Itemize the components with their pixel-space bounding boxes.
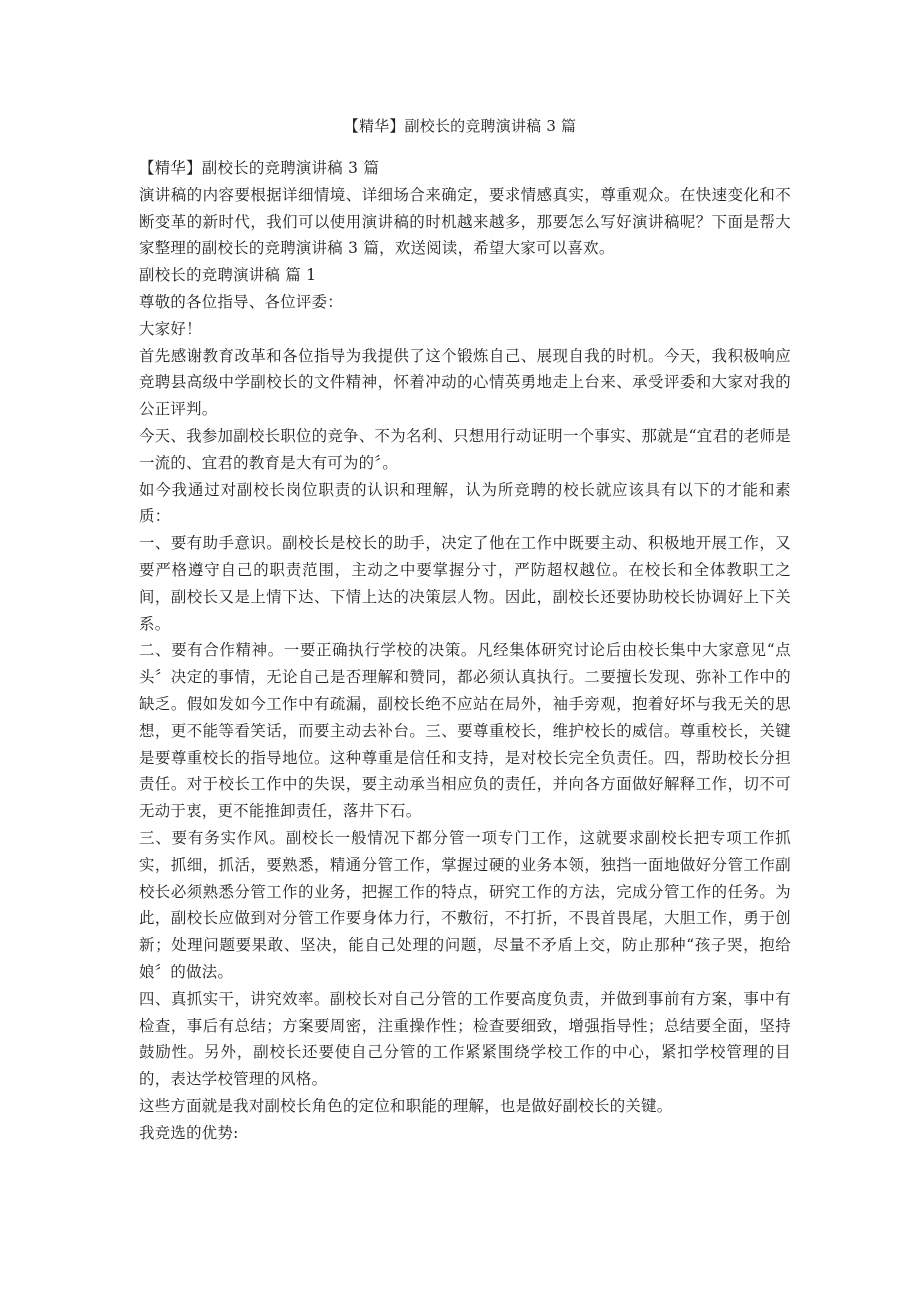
paragraph: 二、要有合作精神。一要正确执行学校的决策。凡经集体研究讨论后由校长集中大家意见“点头〞决定的事情，无论自己是否理解和赞同，都必须认真执行。二要擅长发现、弥补工作中的缺乏。假如发如今工作中有疏漏，副校长绝不应站在局外，袖手旁观，抱着好坏与我无关的思想，更不能等看笑话，而要主动去补台。三、要尊重校长，维护校长的威信。尊重校长，关键是要尊重校长的指导地位。这种尊重是信任和支持，是对校长完全负责任。四，帮助校长分担责任。对于校长工作中的失误，要主动承当相应负的责任，并向各方面做好解释工作，切不可无动于衷，更不能推卸责任，落井下石。 — [139, 641, 791, 821]
paragraph: 这些方面就是我对副校长角色的定位和职能的理解，也是做好副校长的关键。 — [139, 1096, 673, 1115]
paragraph: 三、要有务实作风。副校长一般情况下都分管一项专门工作，这就要求副校长把专项工作抓实，抓细，抓活，要熟悉，精通分管工作，掌握过硬的业务本领，独挡一面地做好分管工作副校长必须熟悉分管工作的业务，把握工作的特点，研究工作的方法，完成分管工作的任务。为此，副校长应做到对分管工作要身体力行，不敷衍，不打折，不畏首畏尾，大胆工作，勇于创新；处理问题要果敢、坚决，能自己处理的问题，尽量不矛盾上交，防止那种“孩子哭，抱给娘〞的做法。 — [139, 828, 791, 981]
salutation: 尊敬的各位指导、各位评委： — [139, 292, 343, 311]
document-title: 【精华】副校长的竞聘演讲稿 3 篇 — [343, 117, 577, 135]
paragraph: 首先感谢教育改革和各位指导为我提供了这个锻炼自己、展现自我的时机。今天，我积极响应竞聘县高级中学副校长的文件精神，怀着冲动的心情英勇地走上台来、承受评委和大家对我的公正评判。 — [139, 346, 791, 419]
document-body — [139, 155, 791, 1146]
paragraph: 如今我通过对副校长岗位职责的认识和理解，认为所竞聘的校长就应该具有以下的才能和素质： — [139, 480, 791, 526]
paragraph: 今天、我参加副校长职位的竞争、不为名利、只想用行动证明一个事实、那就是“宜君的老师是一流的、宜君的教育是大有可为的〞。 — [139, 426, 791, 472]
greeting: 大家好！ — [139, 319, 202, 338]
paragraph: 一、要有助手意识。副校长是校长的助手，决定了他在工作中既要主动、积极地开展工作，又要严格遵守自己的职责范围，主动之中要掌握分寸，严防超权越位。在校长和全体教职工之间，副校长又是上情下达、下情上达的决策层人物。因此，副校长还要协助校长协调好上下关系。 — [139, 534, 791, 633]
section-heading: 副校长的竞聘演讲稿 篇 1 — [139, 266, 317, 285]
body-heading: 【精华】副校长的竞聘演讲稿 3 篇 — [139, 159, 380, 177]
paragraph: 四、真抓实干，讲究效率。副校长对自己分管的工作要高度负责，并做到事前有方案，事中有检查，事后有总结；方案要周密，注重操作性；检查要细致，增强指导性；总结要全面，坚持鼓励性。另外，副校长还要使自己分管的工作紧紧围绕学校工作的中心，紧扣学校管理的目的，表达学校管理的风格。 — [139, 989, 791, 1089]
paragraph: 我竞选的优势: — [139, 1123, 239, 1142]
intro-paragraph: 演讲稿的内容要根据详细情境、详细场合来确定，要求情感真实，尊重观众。在快速变化和不断变革的新时代，我们可以使用演讲稿的时机越来越多，那要怎么写好演讲稿呢？下面是帮大家整理的副校长的竞聘演讲稿 3 篇，欢送阅读，希望大家可以喜欢。 — [139, 185, 791, 258]
